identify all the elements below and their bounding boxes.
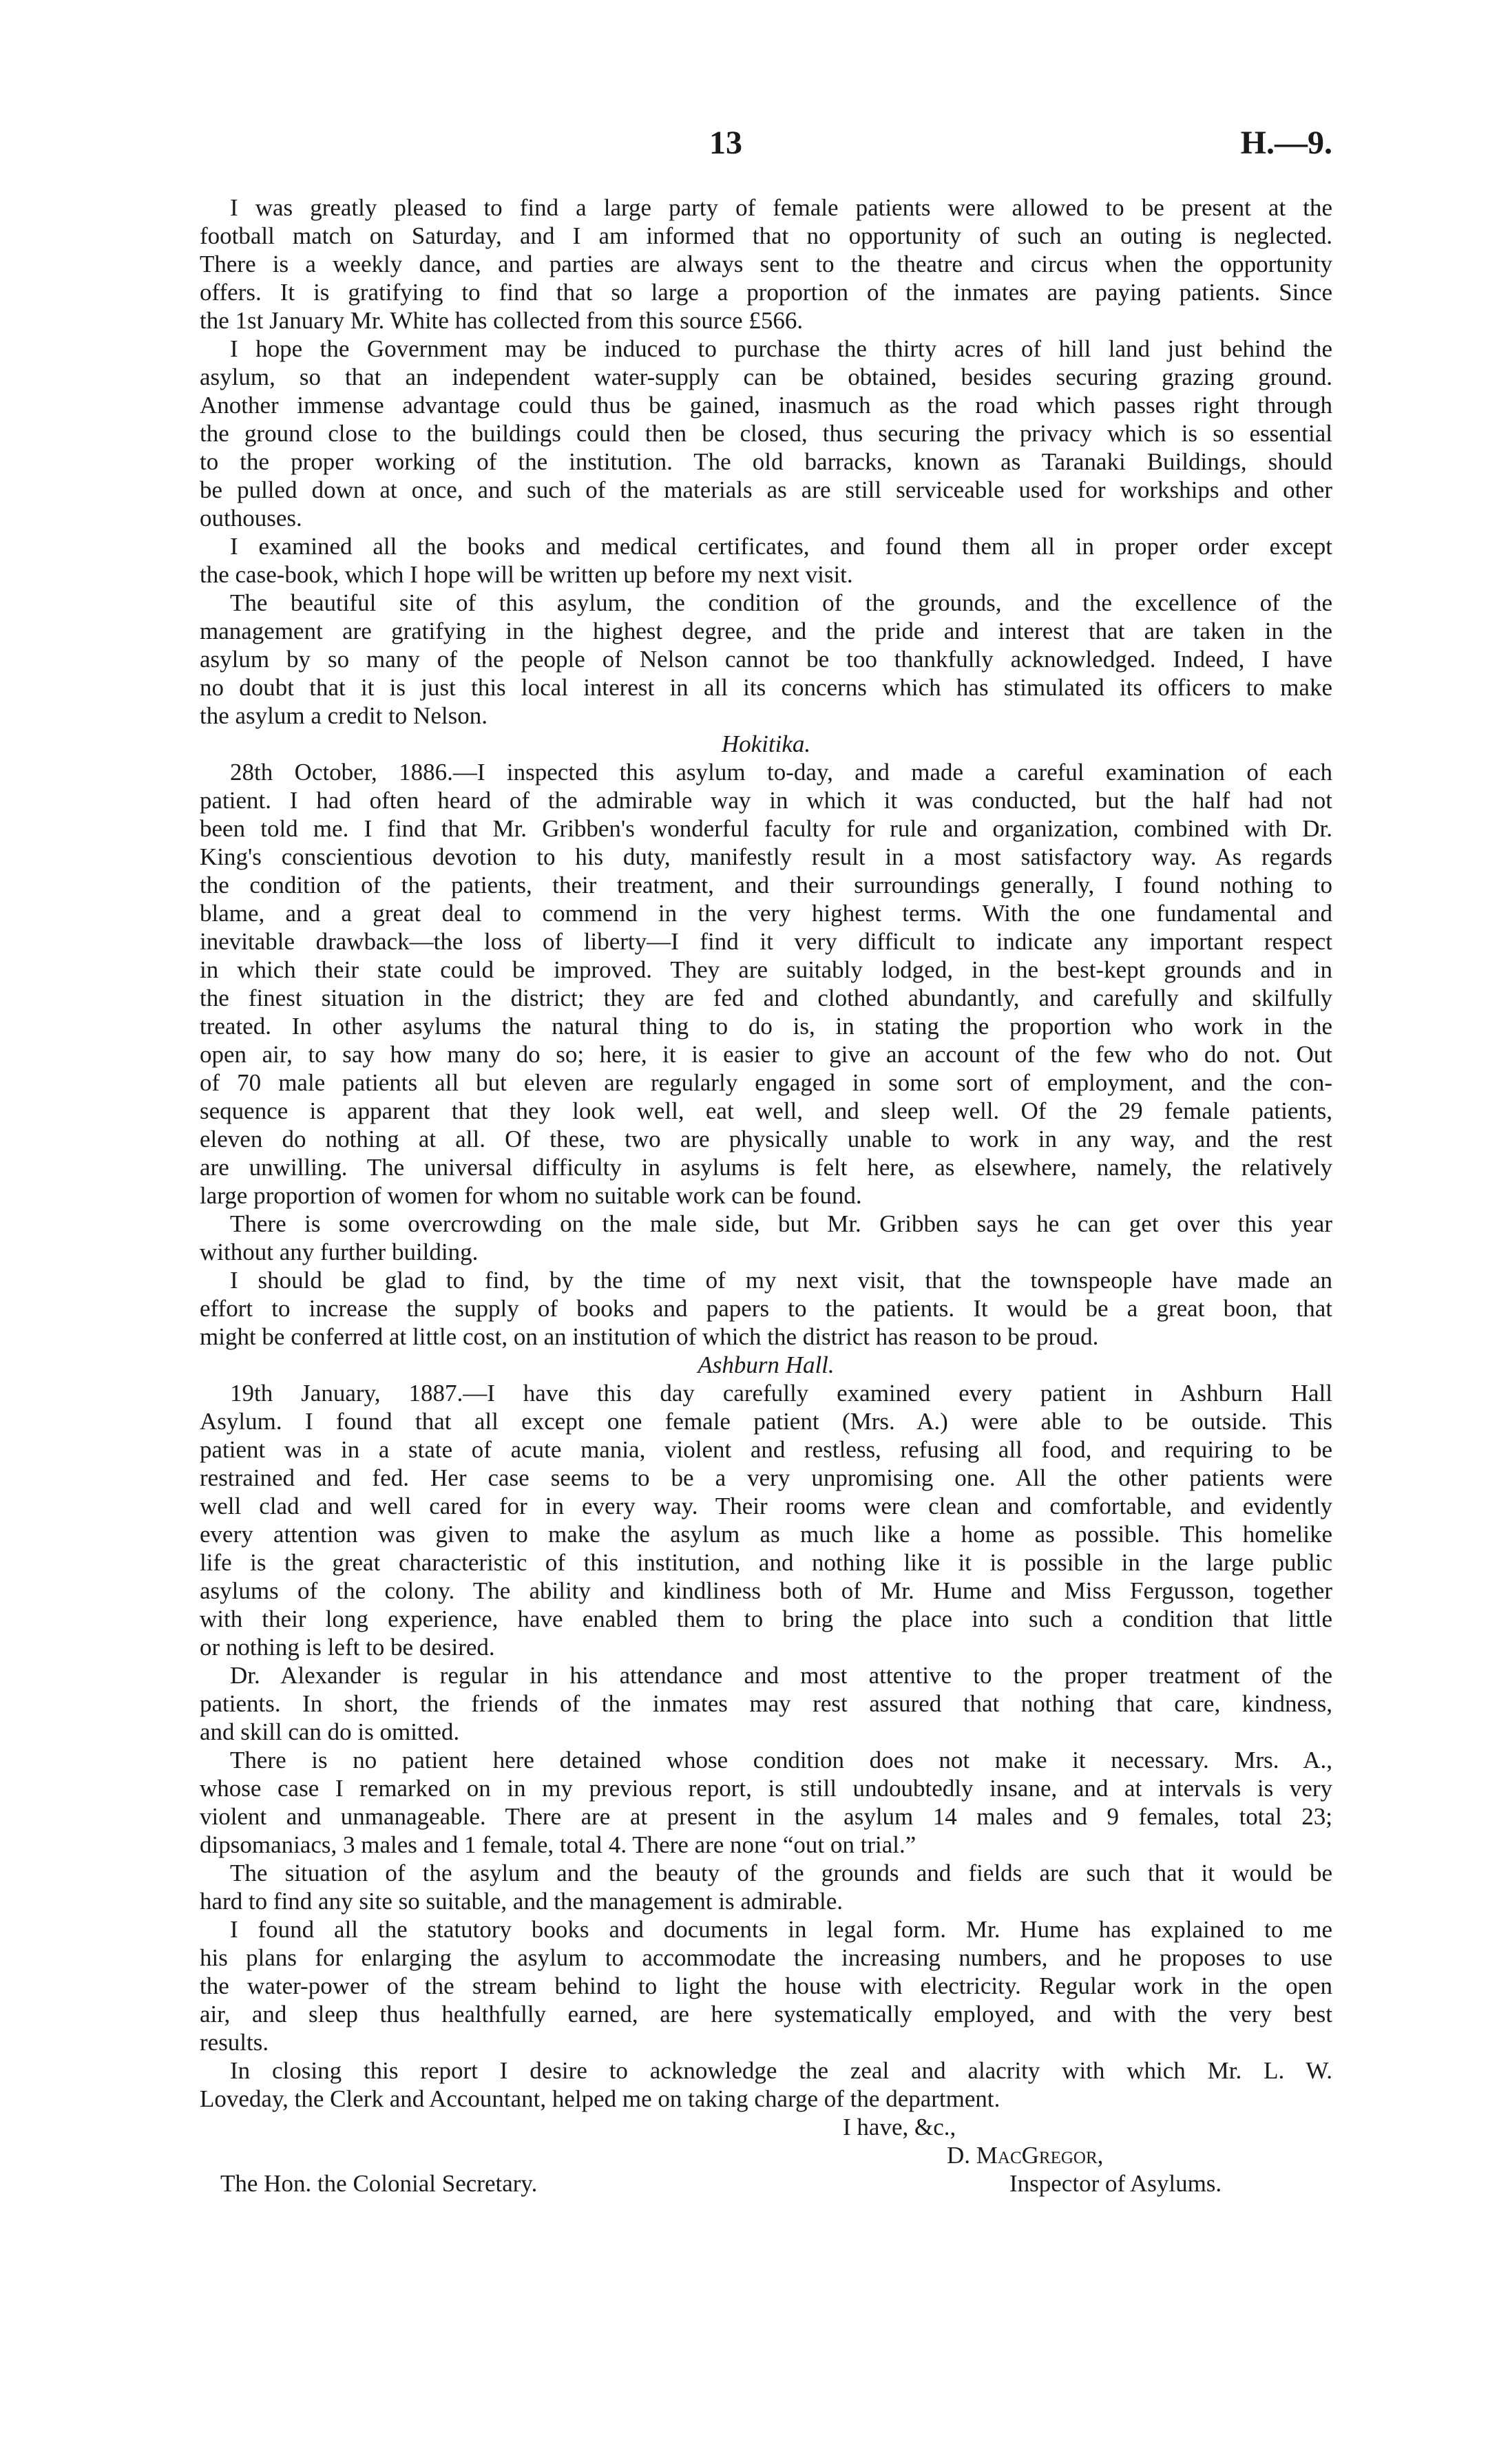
text-line: There is a weekly dance, and parties are always sent to the theatre and circus when the opportunity xyxy=(200,251,1332,277)
text-line: asylums of the colony. The ability and kindliness both of Mr. Hume and Miss Fergusson, together xyxy=(200,1577,1332,1604)
text-line: might be conferred at little cost, on an institution of which the district has reason to be proud. xyxy=(200,1323,1099,1350)
text-line: The situation of the asylum and the beauty of the grounds and fields are such that it would be xyxy=(230,1860,1332,1886)
text-line: and skill can do is omitted. xyxy=(200,1718,460,1745)
text-line: blame, and a great deal to commend in the very highest terms. With the one fundamental and xyxy=(200,900,1332,927)
text-line: hard to find any site so suitable, and the management is admirable. xyxy=(200,1888,843,1915)
text-line: the asylum a credit to Nelson. xyxy=(200,702,488,729)
text-line: football match on Saturday, and I am informed that no opportunity of such an outing is neglected. xyxy=(200,222,1332,249)
text-line: eleven do nothing at all. Of these, two are physically unable to work in any way, and the rest xyxy=(200,1126,1332,1152)
closing-line-1 xyxy=(200,2113,1332,2141)
paragraph xyxy=(200,335,1332,532)
text-line: no doubt that it is just this local interest in all its concerns which has stimulated its officers to make xyxy=(200,674,1332,701)
text-line: the case-book, which I hope will be written up before my next visit. xyxy=(200,561,853,588)
text-line: be pulled down at once, and such of the materials as are still serviceable used for workships and other xyxy=(200,476,1332,503)
text-line: to the proper working of the institution. The old barracks, known as Taranaki Buildings, should xyxy=(200,448,1332,475)
text-line: I hope the Government may be induced to purchase the thirty acres of hill land just behind the xyxy=(230,335,1332,362)
paragraph xyxy=(200,589,1332,730)
text-line: I examined all the books and medical certificates, and found them all in proper order except xyxy=(230,533,1332,560)
text-line: life is the great characteristic of this institution, and nothing like it is possible in the large public xyxy=(200,1549,1332,1576)
signatory-title: Inspector of Asylums. xyxy=(1009,2170,1222,2197)
text-line: his plans for enlarging the asylum to accommodate the increasing numbers, and he proposes to use xyxy=(200,1944,1332,1971)
text-line: There is some overcrowding on the male side, but Mr. Gribben says he can get over this year xyxy=(230,1210,1332,1237)
text-line: the ground close to the buildings could then be closed, thus securing the privacy which is so essential xyxy=(200,420,1332,447)
text-line: management are gratifying in the highest degree, and the pride and interest that are taken in the xyxy=(200,618,1332,644)
text-line: patient. I had often heard of the admirable way in which it was conducted, but the half had not xyxy=(200,787,1332,814)
report-text xyxy=(200,193,1332,2113)
text-line: Another immense advantage could thus be gained, inasmuch as the road which passes right through xyxy=(200,392,1332,419)
addressee: The Hon. the Colonial Secretary. xyxy=(220,2170,538,2197)
paragraph xyxy=(200,1379,1332,1661)
signatory-name: D. MacGregor, xyxy=(947,2142,1104,2169)
text-line: well clad and well cared for in every way. Their rooms were clean and comfortable, and evidently xyxy=(200,1493,1332,1519)
text-line: the 1st January Mr. White has collected from this source £566. xyxy=(200,307,804,334)
text-line: results. xyxy=(200,2029,269,2056)
text-line: asylum by so many of the people of Nelson cannot be too thankfully acknowledged. Indeed, I have xyxy=(200,646,1332,673)
document-body xyxy=(200,193,1332,2198)
text-line: large proportion of women for whom no suitable work can be found. xyxy=(200,1182,862,1209)
text-line: asylum, so that an independent water-supply can be obtained, besides securing grazing ground. xyxy=(200,364,1332,390)
text-line: offers. It is gratifying to find that so large a proportion of the inmates are paying patients. Since xyxy=(200,279,1332,306)
paragraph xyxy=(200,193,1332,335)
paragraph xyxy=(200,2056,1332,2113)
text-line: of 70 male patients all but eleven are regularly engaged in some sort of employment, and the con- xyxy=(200,1069,1332,1096)
text-line: whose case I remarked on in my previous report, is still undoubtedly insane, and at intervals is very xyxy=(200,1775,1332,1802)
document-reference: H.—9. xyxy=(1240,125,1332,161)
page-number: 13 xyxy=(709,125,742,161)
text-line: restrained and fed. Her case seems to be a very unpromising one. All the other patients were xyxy=(200,1464,1332,1491)
paragraph xyxy=(200,1859,1332,1915)
text-line: 28th October, 1886.—I inspected this asylum to-day, and made a careful examination of each xyxy=(230,759,1332,786)
text-line: violent and unmanageable. There are at present in the asylum 14 males and 9 females, total 23; xyxy=(200,1803,1332,1830)
text-line: patients. In short, the friends of the inmates may rest assured that nothing that care, kindness, xyxy=(200,1690,1332,1717)
paragraph xyxy=(200,1210,1332,1266)
closing-line-2 xyxy=(200,2141,1332,2169)
text-line: sequence is apparent that they look well, eat well, and sleep well. Of the 29 female patients, xyxy=(200,1097,1332,1124)
paragraph xyxy=(200,1266,1332,1351)
text-line: I found all the statutory books and documents in legal form. Mr. Hume has explained to me xyxy=(230,1916,1332,1943)
paragraph xyxy=(200,532,1332,589)
text-line: open air, to say how many do so; here, it is easier to give an account of the few who do not. Out xyxy=(200,1041,1332,1068)
text-line: treated. In other asylums the natural thing to do is, in stating the proportion who work in the xyxy=(200,1013,1332,1040)
text-line: air, and sleep thus healthfully earned, are here systematically employed, and with the very best xyxy=(200,2001,1332,2028)
section-heading: Ashburn Hall. xyxy=(698,1351,835,1378)
text-line: Loveday, the Clerk and Accountant, helped me on taking charge of the department. xyxy=(200,2085,1000,2112)
text-line: effort to increase the supply of books and papers to the patients. It would be a great boon, that xyxy=(200,1295,1332,1322)
text-line: dipsomaniacs, 3 males and 1 female, total 4. There are none “out on trial.” xyxy=(200,1831,916,1858)
text-line: the condition of the patients, their treatment, and their surroundings generally, I found nothing to xyxy=(200,872,1332,898)
paragraph xyxy=(200,1746,1332,1859)
text-line: the water-power of the stream behind to light the house with electricity. Regular work in the open xyxy=(200,1972,1332,1999)
text-line: Dr. Alexander is regular in his attendance and most attentive to the proper treatment of the xyxy=(230,1662,1332,1689)
text-line: patient was in a state of acute mania, violent and restless, refusing all food, and requiring to be xyxy=(200,1436,1332,1463)
paragraph xyxy=(200,1661,1332,1746)
text-line: The beautiful site of this asylum, the condition of the grounds, and the excellence of the xyxy=(230,589,1332,616)
section-heading: Hokitika. xyxy=(721,730,811,757)
text-line: In closing this report I desire to acknowledge the zeal and alacrity with which Mr. L. W. xyxy=(230,2057,1332,2084)
closing-line-3 xyxy=(200,2169,1332,2198)
paragraph xyxy=(200,758,1332,1210)
text-line: outhouses. xyxy=(200,505,302,531)
text-line: with their long experience, have enabled them to bring the place into such a condition that little xyxy=(200,1605,1332,1632)
text-line: 19th January, 1887.—I have this day carefully examined every patient in Ashburn Hall xyxy=(230,1380,1332,1407)
text-line: I was greatly pleased to find a large party of female patients were allowed to be present at the xyxy=(230,194,1332,221)
text-line: been told me. I find that Mr. Gribben's wonderful faculty for rule and organization, combined with Dr. xyxy=(200,815,1332,842)
text-line: There is no patient here detained whose condition does not make it necessary. Mrs. A., xyxy=(230,1747,1332,1773)
text-line: King's conscientious devotion to his duty, manifestly result in a most satisfactory way. As regards xyxy=(200,843,1332,870)
text-line: every attention was given to make the asylum as much like a home as possible. This homelike xyxy=(200,1521,1332,1548)
text-line: are unwilling. The universal difficulty in asylums is felt here, as elsewhere, namely, the relatively xyxy=(200,1154,1332,1181)
text-line: the finest situation in the district; they are fed and clothed abundantly, and carefully and skilfully xyxy=(200,984,1332,1011)
text-line: without any further building. xyxy=(200,1239,479,1265)
text-line: or nothing is left to be desired. xyxy=(200,1634,495,1661)
paragraph xyxy=(200,1915,1332,2056)
text-line: I should be glad to find, by the time of my next visit, that the townspeople have made an xyxy=(230,1267,1332,1294)
text-line: Asylum. I found that all except one female patient (Mrs. A.) were able to be outside. This xyxy=(200,1408,1332,1435)
text-line: inevitable drawback—the loss of liberty—I find it very difficult to indicate any important respect xyxy=(200,928,1332,955)
salutation: I have, &c., xyxy=(843,2114,956,2140)
text-line: in which their state could be improved. They are suitably lodged, in the best-kept grounds and in xyxy=(200,956,1332,983)
